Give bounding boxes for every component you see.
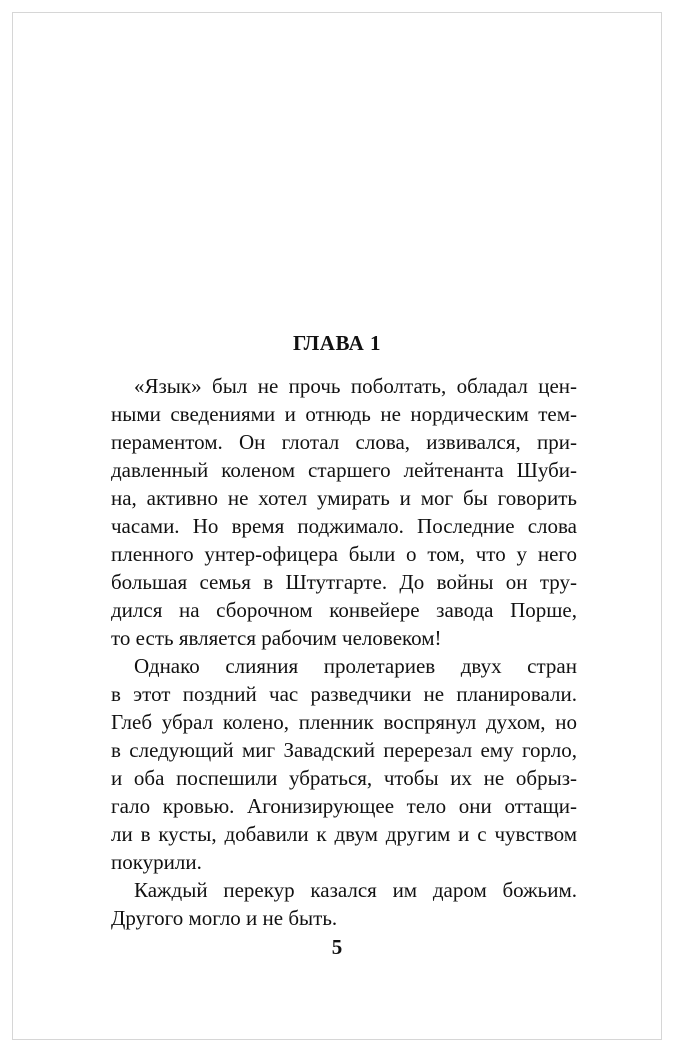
paragraph-2-line-2: в этот поздний час разведчики не планировали. xyxy=(111,682,577,706)
page-number: 5 xyxy=(331,935,343,959)
paragraph-2-line-8: покурили. xyxy=(111,850,202,874)
paragraph-1-line-9: дился на сборочном конвейере завода Порше, xyxy=(111,598,577,622)
paragraph-2-line-1: Однако слияния пролетариев двух стран xyxy=(134,654,577,678)
paragraph-1-line-5: на, активно не хотел умирать и мог бы говорить xyxy=(111,486,577,510)
paragraph-2-line-4: в следующий миг Завадский перерезал ему горло, xyxy=(111,738,577,762)
paragraph-1-line-8: большая семья в Штутгарте. До войны он тру- xyxy=(111,570,577,594)
paragraph-1-line-7: пленного унтер-офицера были о том, что у него xyxy=(111,542,577,566)
paragraph-1-line-3: пераментом. Он глотал слова, извивался, при- xyxy=(111,430,577,454)
paragraph-2-line-3: Глеб убрал колено, пленник воспрянул духом, но xyxy=(111,710,577,734)
paragraph-1-line-4: давленный коленом старшего лейтенанта Шуби- xyxy=(111,458,577,482)
paragraph-1-line-10: то есть является рабочим человеком! xyxy=(111,626,442,650)
paragraph-2-line-5: и оба поспешили убраться, чтобы их не обрыз- xyxy=(111,766,577,790)
paragraph-1-line-6: часами. Но время поджимало. Последние слова xyxy=(111,514,577,538)
chapter-title: ГЛАВА 1 xyxy=(292,331,382,355)
book-page xyxy=(12,12,662,1040)
paragraph-3-line-2: Другого могло и не быть. xyxy=(111,906,338,930)
paragraph-3-line-1: Каждый перекур казался им даром божьим. xyxy=(134,878,577,902)
paragraph-1-line-1: «Язык» был не прочь поболтать, обладал цен- xyxy=(134,374,577,398)
paragraph-2-line-6: гало кровью. Агонизирующее тело они оттащи- xyxy=(111,794,577,818)
paragraph-1-line-2: ными сведениями и отнюдь не нордическим тем- xyxy=(111,402,577,426)
paragraph-2-line-7: ли в кусты, добавили к двум другим и с чувством xyxy=(111,822,577,846)
